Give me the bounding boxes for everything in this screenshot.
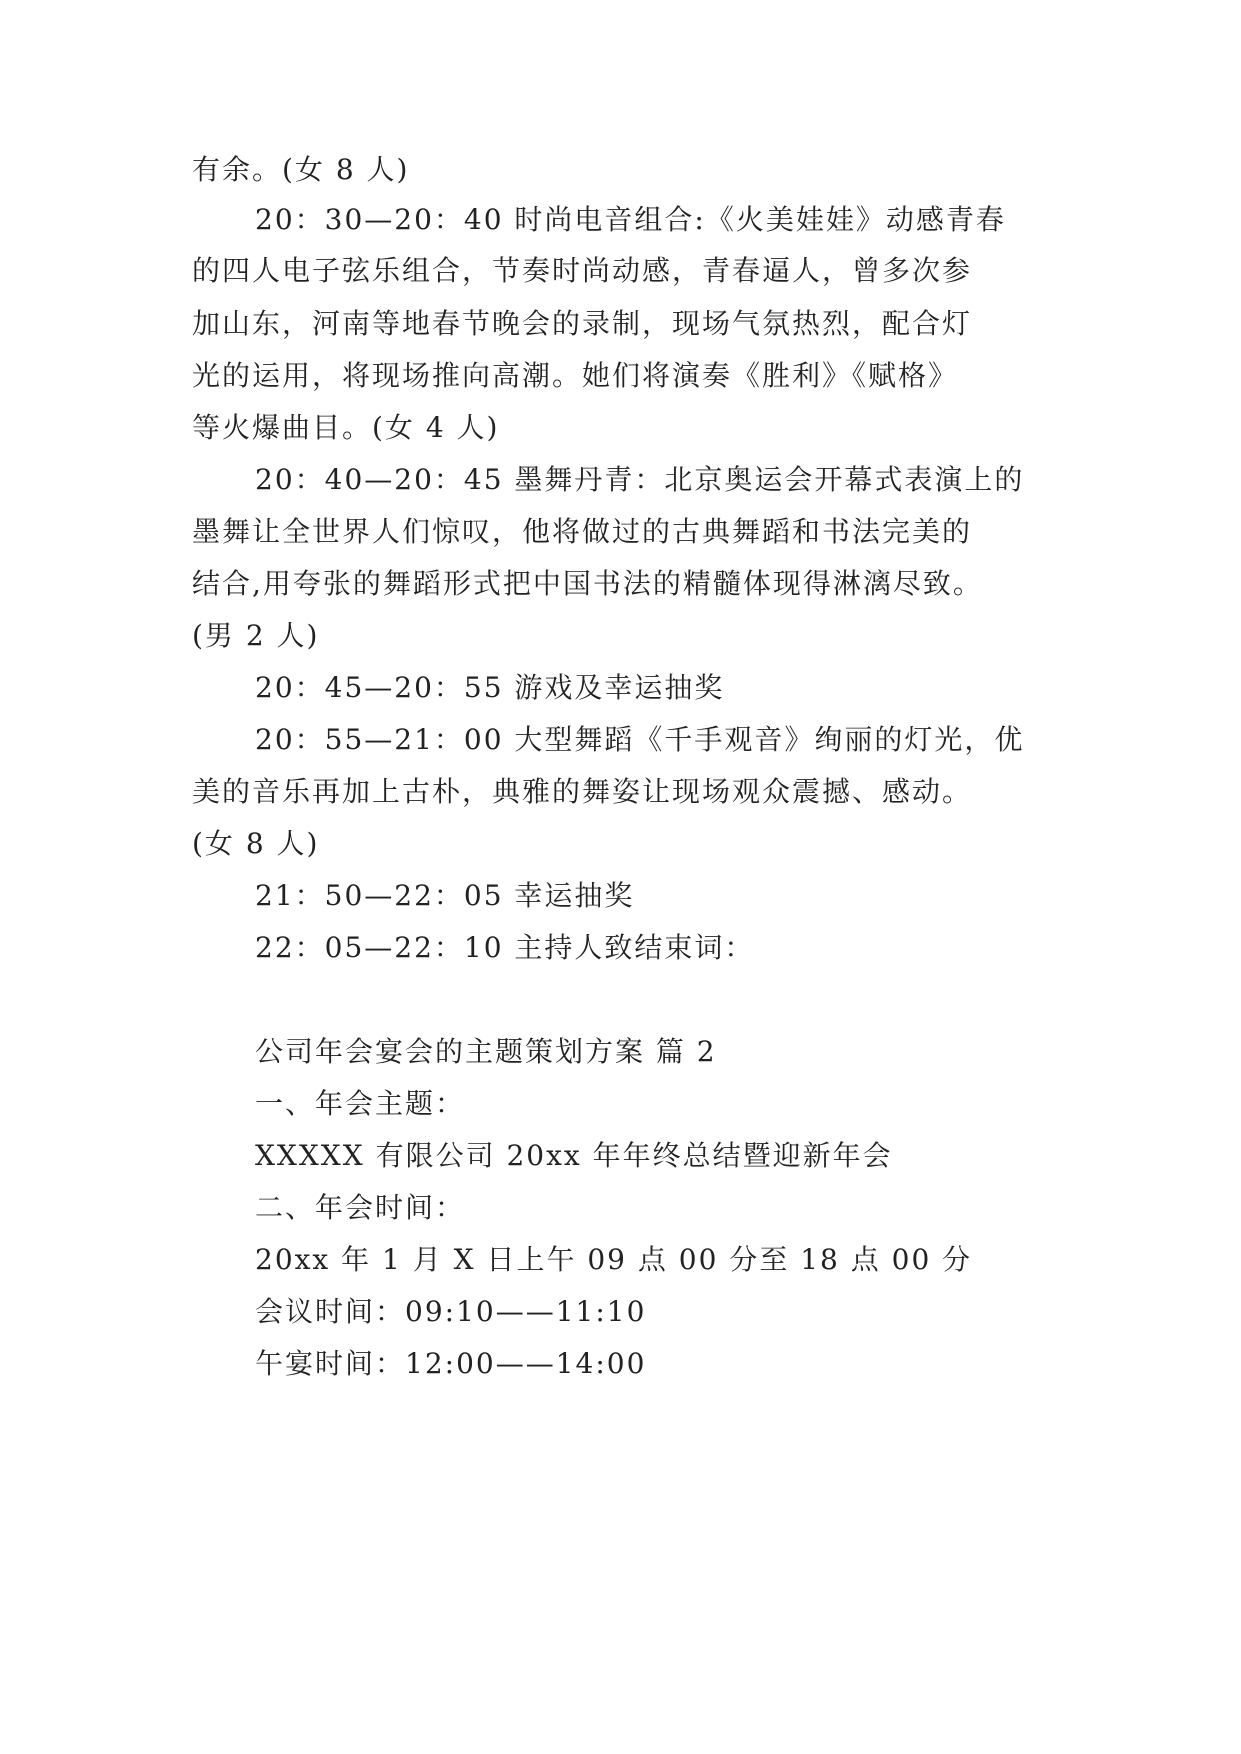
text-line: 二、年会时间： bbox=[255, 1191, 466, 1224]
text-line: 21：50—22：05 幸运抽奖 bbox=[255, 879, 635, 912]
text-line: 结合,用夸张的舞蹈形式把中国书法的精髓体现得淋漓尽致。 bbox=[192, 567, 983, 600]
text-line: (男 2 人) bbox=[192, 619, 320, 652]
text-line: 加山东，河南等地春节晚会的录制，现场气氛热烈，配合灯 bbox=[192, 307, 973, 340]
text-line: XXXXX 有限公司 20xx 年年终总结暨迎新年会 bbox=[255, 1139, 893, 1172]
section-heading: 公司年会宴会的主题策划方案 篇 2 bbox=[255, 1035, 717, 1068]
text-line: 午宴时间：12:00——14:00 bbox=[255, 1347, 647, 1380]
text-line: 一、年会主题： bbox=[255, 1087, 466, 1120]
text-line: 墨舞让全世界人们惊叹，他将做过的古典舞蹈和书法完美的 bbox=[192, 515, 973, 548]
text-line: 20：40—20：45 墨舞丹青：北京奥运会开幕式表演上的 bbox=[255, 463, 1025, 496]
text-line: 22：05—22：10 主持人致结束词： bbox=[255, 931, 755, 964]
text-line: 有余。(女 8 人) bbox=[192, 153, 410, 186]
text-line: 的四人电子弦乐组合，节奏时尚动感，青春逼人，曾多次参 bbox=[192, 254, 973, 287]
text-line: 20：55—21：00 大型舞蹈《千手观音》绚丽的灯光，优 bbox=[255, 723, 1025, 756]
text-line: 20：45—20：55 游戏及幸运抽奖 bbox=[255, 671, 725, 704]
text-line: (女 8 人) bbox=[192, 827, 320, 860]
text-line: 20xx 年 1 月 X 日上午 09 点 00 分至 18 点 00 分 bbox=[255, 1243, 973, 1276]
text-line: 美的音乐再加上古朴，典雅的舞姿让现场观众震撼、感动。 bbox=[192, 775, 973, 808]
text-line: 等火爆曲目。(女 4 人) bbox=[192, 411, 500, 444]
text-line: 会议时间：09:10——11:10 bbox=[255, 1295, 647, 1328]
text-line: 光的运用，将现场推向高潮。她们将演奏《胜利》《赋格》 bbox=[192, 359, 959, 392]
text-line: 20：30—20：40 时尚电音组合:《火美娃娃》动感青春 bbox=[255, 203, 1006, 236]
